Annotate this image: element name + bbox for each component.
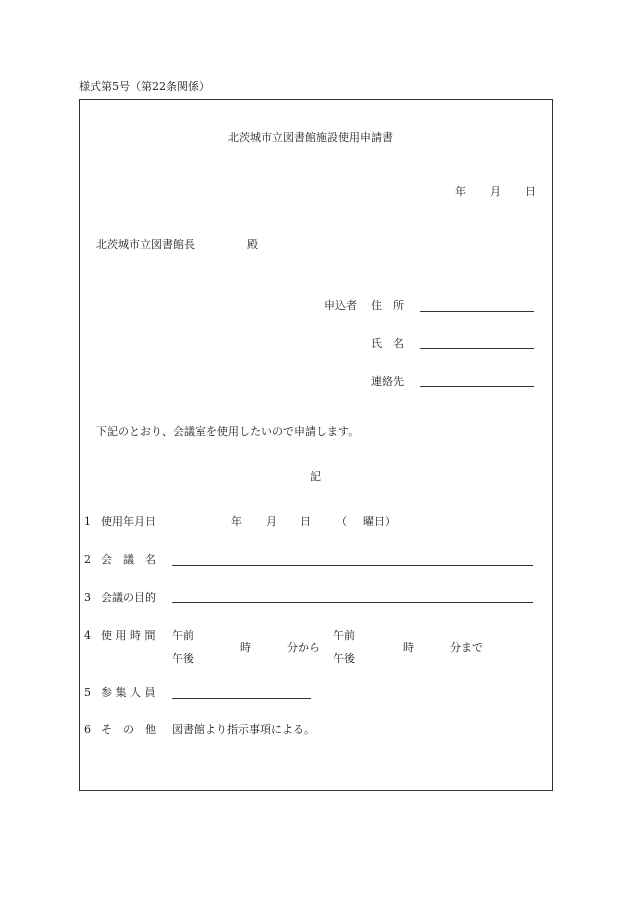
meeting-name-field[interactable] [172, 565, 533, 566]
item-1-day: 日 [300, 515, 311, 528]
item-1-weekday: 曜日） [363, 515, 396, 528]
item-4-from: 分から [287, 641, 320, 654]
item-4-hour-1: 時 [240, 641, 251, 654]
date-year-label: 年 [455, 185, 466, 198]
meeting-purpose-field[interactable] [172, 602, 533, 603]
item-3-label: 会議の目的 [101, 591, 156, 604]
item-1-year: 年 [231, 515, 242, 528]
item-4-am-2: 午前 [333, 629, 355, 642]
item-1-label: 使用年月日 [101, 515, 156, 528]
item-5-number: 5 [84, 686, 91, 699]
item-5-label: 参 集 人 員 [101, 686, 156, 699]
intro-text: 下記のとおり、会議室を使用したいので申請します。 [96, 425, 360, 438]
item-4-pm-2: 午後 [333, 652, 355, 665]
date-month-label: 月 [490, 185, 501, 198]
attendees-field[interactable] [172, 698, 311, 699]
item-4-am-1: 午前 [172, 629, 194, 642]
item-4-number: 4 [84, 629, 91, 642]
address-label: 住 所 [371, 299, 404, 312]
contact-field[interactable] [420, 386, 534, 387]
item-6-text: 図書館より指示事項による。 [172, 723, 315, 736]
item-3-number: 3 [84, 591, 91, 604]
item-4-hour-2: 時 [403, 641, 414, 654]
name-field[interactable] [420, 348, 534, 349]
name-label: 氏 名 [371, 337, 404, 350]
item-4-until: 分まで [450, 641, 483, 654]
item-2-number: 2 [84, 553, 91, 566]
address-field[interactable] [420, 311, 534, 312]
item-4-label: 使 用 時 間 [101, 629, 156, 642]
item-1-paren: （ [336, 515, 347, 528]
item-6-number: 6 [84, 723, 91, 736]
contact-label: 連絡先 [371, 375, 404, 388]
ki-label: 記 [310, 470, 321, 483]
date-day-label: 日 [525, 185, 536, 198]
item-6-label: そ の 他 [101, 723, 156, 736]
applicant-label: 申込者 [324, 299, 357, 312]
item-1-month: 月 [266, 515, 277, 528]
form-title: 北茨城市立図書館施設使用申請書 [228, 131, 393, 144]
addressee-honorific: 殿 [247, 238, 258, 251]
addressee-name: 北茨城市立図書館長 [96, 238, 195, 251]
item-2-label: 会 議 名 [101, 553, 156, 566]
item-4-pm-1: 午後 [172, 652, 194, 665]
item-1-number: 1 [84, 515, 91, 528]
form-number: 様式第5号（第22条関係） [79, 80, 210, 93]
